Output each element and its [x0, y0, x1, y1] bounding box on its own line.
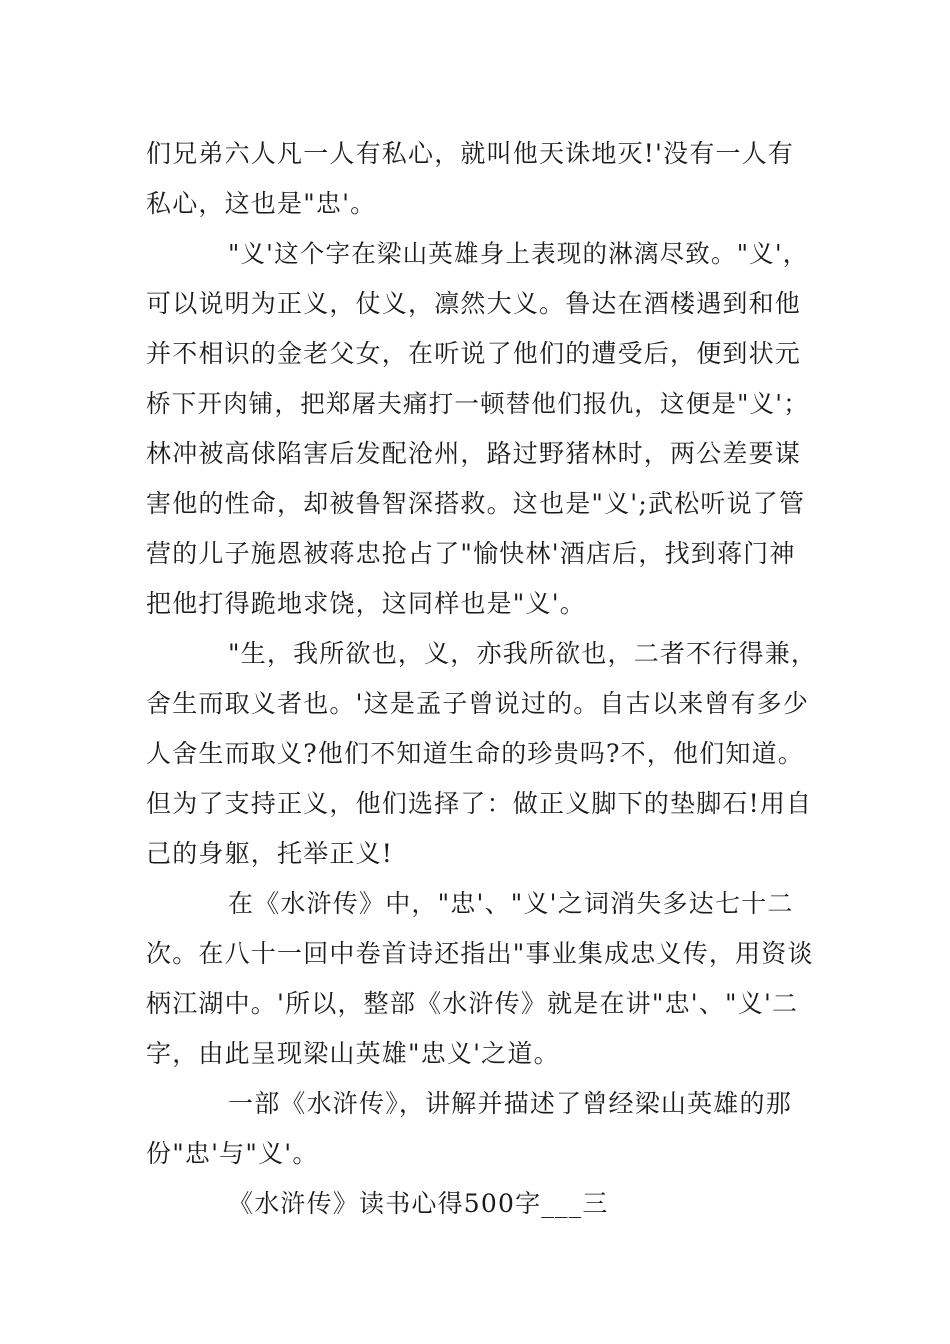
- paragraph-start-line: 在《水浒传》中，"忠'、"义'之词消失多达七十二: [228, 889, 794, 918]
- text-line: 舍生而取义者也。'这是孟子曾说过的。自古以来曾有多少: [146, 689, 810, 718]
- paragraph-start-line: "义'这个字在梁山英雄身上表现的淋漓尽致。"义'，: [228, 239, 809, 268]
- text-line: 人舍生而取义?他们不知道生命的珍贵吗?不，他们知道。: [146, 739, 805, 768]
- text-line: 并不相识的金老父女，在听说了他们的遭受后，便到状元: [146, 339, 802, 368]
- text-line: 营的儿子施恩被蒋忠抢占了"愉快林'酒店后，找到蒋门神: [146, 539, 796, 568]
- paragraph-start-line: "生，我所欲也，义，亦我所欲也，二者不行得兼，: [228, 639, 818, 668]
- text-line: 害他的性命，却被鲁智深搭救。这也是"义';武松听说了管: [146, 489, 806, 518]
- text-line: 柄江湖中。'所以，整部《水浒传》就是在讲"忠'、"义'二: [146, 989, 799, 1018]
- text-line: 私心，这也是"忠'。: [146, 189, 377, 218]
- paragraph-start-line: 一部《水浒传》，讲解并描述了曾经梁山英雄的那: [228, 1089, 792, 1118]
- text-line: 次。在八十一回中卷首诗还指出"事业集成忠义传，用资谈: [146, 939, 814, 968]
- text-line: 己的身躯，托举正义!: [146, 839, 394, 868]
- text-line: 份"忠'与"义'。: [146, 1139, 319, 1168]
- text-line: 把他打得跪地求饶，这同样也是"义'。: [146, 589, 586, 618]
- text-line: 桥下开肉铺，把郑屠夫痛打一顿替他们报仇，这便是"义'；: [146, 389, 809, 418]
- section-heading: 《水浒传》读书心得500字___三: [228, 1189, 609, 1218]
- text-line: 但为了支持正义，他们选择了：做正义脚下的垫脚石!用自: [146, 789, 813, 818]
- text-line: 可以说明为正义，仗义，凛然大义。鲁达在酒楼遇到和他: [146, 289, 802, 318]
- text-line: 林冲被高俅陷害后发配沧州，路过野猪林时，两公差要谋: [146, 439, 802, 468]
- text-line: 字，由此呈现梁山英雄"忠义'之道。: [146, 1039, 560, 1068]
- text-line: 们兄弟六人凡一人有私心，就叫他天诛地灭!'没有一人有: [146, 139, 795, 168]
